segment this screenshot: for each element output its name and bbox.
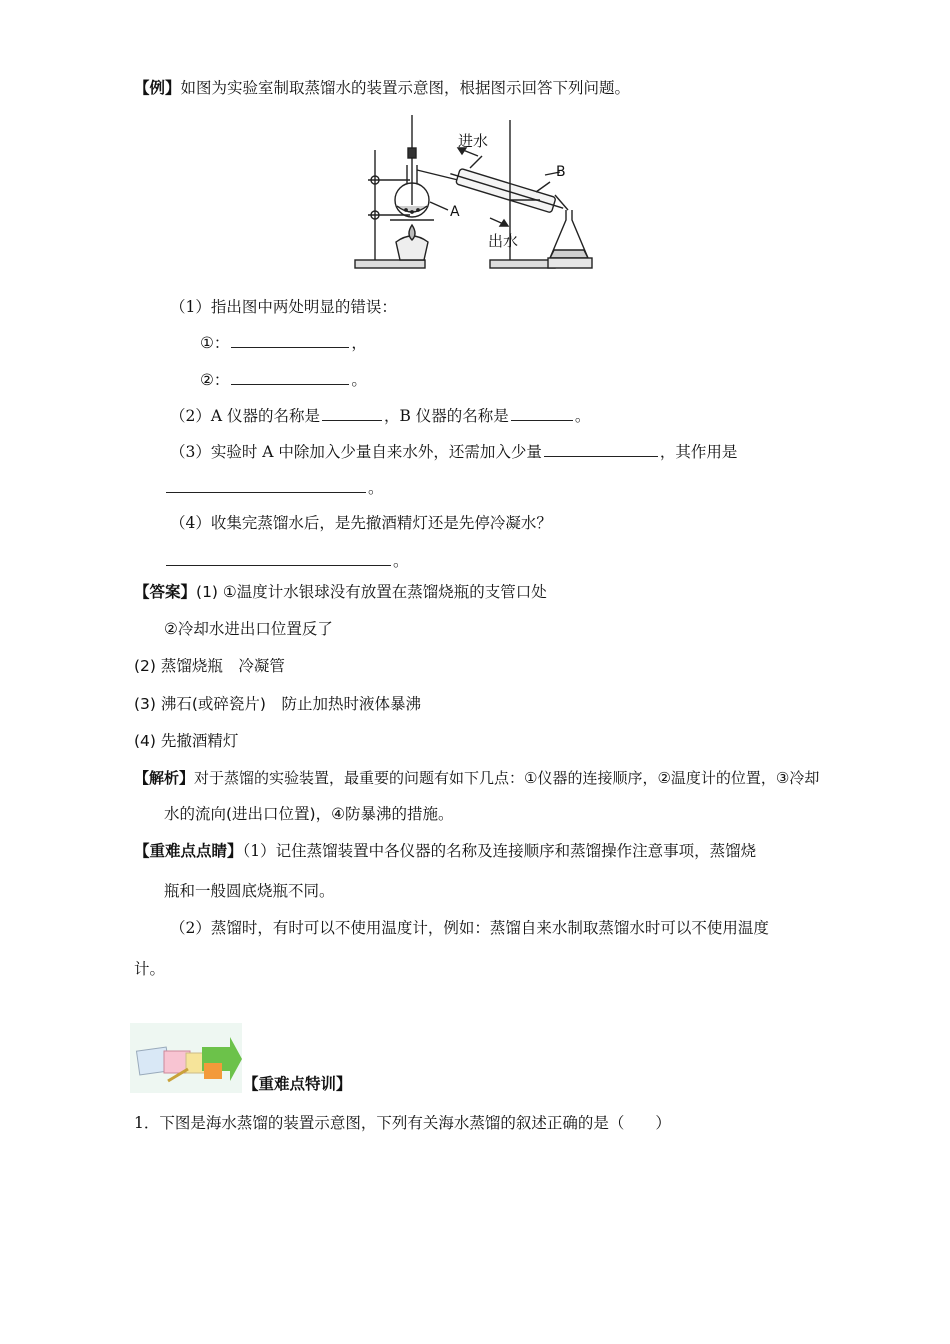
answer-tag: 【答案】 — [134, 583, 197, 601]
q3-blank-b — [166, 476, 366, 493]
analysis-text-1: 对于蒸馏的实验装置，最重要的问题有如下几点：①仪器的连接顺序，②温度计的位置，③冷却 — [194, 769, 820, 787]
question-2 — [170, 404, 590, 427]
example-text: 如图为实验室制取蒸馏水的装置示意图，根据图示回答下列问题。 — [180, 79, 631, 97]
water-in-label: 进水 — [458, 132, 489, 150]
analysis-line-2: 水的流向(进出口位置)，④防暴沸的措施。 — [164, 805, 454, 823]
answer-line-1b: ②冷却水进出口位置反了 — [164, 620, 333, 638]
keypoint-line-4: 计。 — [134, 960, 166, 978]
q2-blank-a — [322, 404, 382, 421]
keypoint-line-2: 瓶和一般圆底烧瓶不同。 — [164, 882, 335, 900]
keypoint-line-3: （2）蒸馏时，有时可以不使用温度计，例如：蒸馏自来水制取蒸馏水时可以不使用温度 — [170, 919, 769, 937]
question-1-blank-a — [200, 331, 367, 354]
answer-line-2: (2) 蒸馏烧瓶 冷凝管 — [134, 657, 285, 675]
question-1: （1）指出图中两处明显的错误： — [170, 298, 397, 316]
question-4-cont — [164, 549, 409, 572]
q4-end: 。 — [393, 552, 409, 570]
q3-end: 。 — [368, 479, 384, 497]
q1a-label: ①： — [200, 334, 230, 352]
q2-blank-b — [511, 404, 573, 421]
example-tag: 【例】 — [134, 78, 181, 97]
label-a: A — [450, 204, 460, 220]
analysis-line-1 — [134, 767, 819, 789]
q3-mid: ，其作用是 — [659, 443, 738, 461]
answer-line-1 — [134, 581, 547, 603]
example-intro — [134, 77, 630, 99]
answer-line-3: (3) 沸石(或碎瓷片) 防止加热时液体暴沸 — [134, 695, 421, 713]
q2-end: 。 — [574, 407, 591, 425]
question-3-cont — [164, 476, 384, 499]
q3-blank-a — [544, 440, 658, 457]
answer-line-4: (4) 先撤酒精灯 — [134, 732, 239, 750]
distillation-apparatus-diagram — [350, 110, 600, 272]
label-b: B — [556, 164, 566, 180]
keypoint-text-1: （1）记住蒸馏装置中各仪器的名称及连接顺序和蒸馏操作注意事项，蒸馏烧 — [242, 842, 757, 860]
q1b-end: 。 — [351, 371, 367, 389]
keypoint-tag: 【重难点点睛】 — [134, 841, 243, 860]
q2-pre: （2）A 仪器的名称是 — [170, 407, 320, 425]
question-1-blank-b — [200, 368, 367, 391]
q1a-blank — [231, 331, 349, 348]
q2-mid: ，B 仪器的名称是 — [383, 407, 509, 425]
water-out-label: 出水 — [488, 232, 519, 250]
training-title: 【重难点特训】 — [243, 1074, 352, 1093]
keypoint-line-1 — [134, 840, 756, 862]
question-4: （4）收集完蒸馏水后，是先撤酒精灯还是先停冷凝水？ — [170, 514, 552, 532]
q1a-end: ， — [351, 334, 367, 352]
section-decoration-icon — [130, 1023, 242, 1093]
question-3 — [170, 440, 737, 463]
q1b-blank — [231, 368, 349, 385]
answer-1: (1) ①温度计水银球没有放置在蒸馏烧瓶的支管口处 — [196, 583, 547, 601]
q3-pre: （3）实验时 A 中除加入少量自来水外，还需加入少量 — [170, 443, 542, 461]
training-question-1: 1．下图是海水蒸馏的装置示意图，下列有关海水蒸馏的叙述正确的是（ ） — [134, 1114, 671, 1132]
q4-blank — [166, 549, 391, 566]
analysis-tag: 【解析】 — [134, 769, 195, 787]
q1b-label: ②： — [200, 371, 230, 389]
